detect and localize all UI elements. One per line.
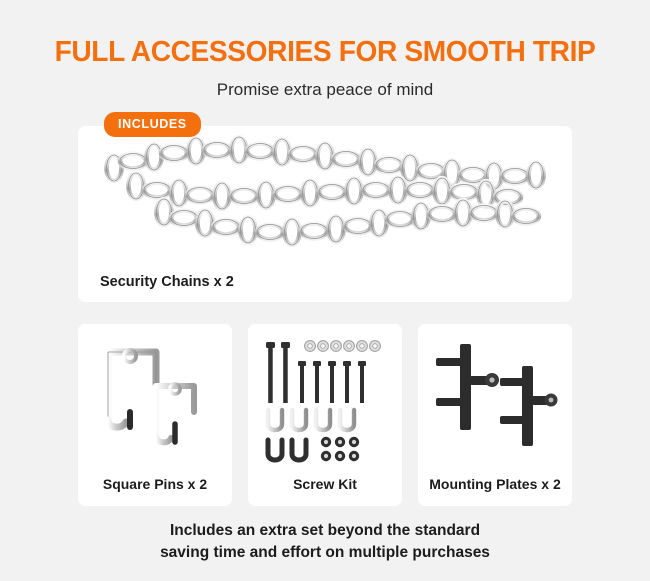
security-chain-illustration bbox=[78, 126, 572, 268]
includes-badge-label: INCLUDES bbox=[104, 112, 201, 137]
square-pin-illustration bbox=[78, 324, 232, 472]
includes-badge bbox=[104, 112, 201, 137]
mounting-plate-illustration bbox=[418, 324, 572, 472]
screw-kit-illustration bbox=[248, 324, 402, 472]
card-screw-kit bbox=[248, 324, 402, 506]
card-square-pins bbox=[78, 324, 232, 506]
screw-kit-label: Screw Kit bbox=[293, 476, 357, 492]
page-title: FULL ACCESSORIES FOR SMOOTH TRIP bbox=[54, 36, 596, 68]
square-pins-label: Square Pins x 2 bbox=[102, 476, 208, 492]
card-security-chains bbox=[78, 126, 572, 302]
mounting-plates-label: Mounting Plates x 2 bbox=[429, 476, 561, 492]
footer-line-1: Includes an extra set beyond the standard bbox=[169, 522, 481, 539]
footer-text bbox=[0, 520, 650, 565]
card-mounting-plates bbox=[418, 324, 572, 506]
page-subtitle: Promise extra peace of mind bbox=[216, 80, 434, 99]
footer-line-2: saving time and effort on multiple purchases bbox=[160, 544, 490, 562]
security-chains-label: Security Chains x 2 bbox=[100, 274, 234, 290]
